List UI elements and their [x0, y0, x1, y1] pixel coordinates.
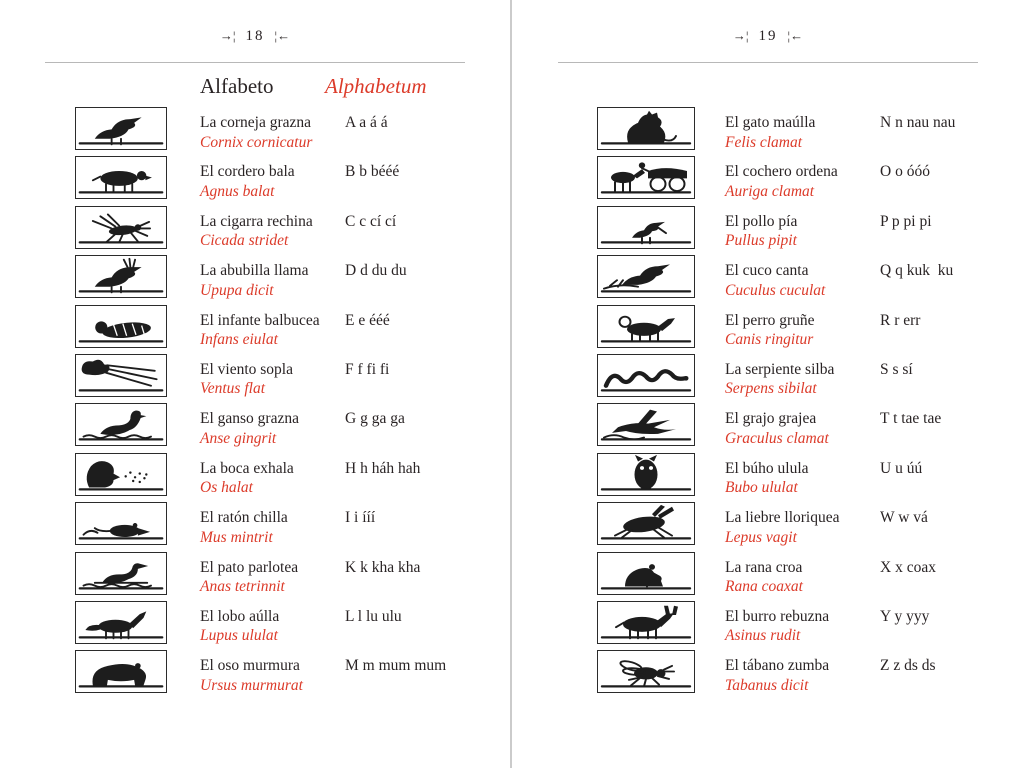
letters-text: C c cí cí: [345, 212, 397, 230]
letters-text: E e ééé: [345, 311, 390, 329]
phrase-text: El cochero ordena: [725, 163, 838, 181]
arrow-ornament-icon: ¦←: [787, 28, 804, 43]
alphabet-row: [45, 106, 465, 155]
alphabet-rows: [45, 106, 465, 699]
letters-text: U u úú: [880, 459, 923, 477]
crow-icon: [75, 107, 167, 150]
alphabet-row: [558, 106, 978, 155]
alphabet-row: [558, 402, 978, 451]
coach-icon: [597, 156, 695, 199]
latin-text: Canis ringitur: [725, 331, 814, 349]
dog-icon: [597, 305, 695, 348]
letters-text: T t tae tae: [880, 410, 942, 428]
phrase-text: El cordero bala: [200, 163, 295, 181]
page-number: 19: [758, 28, 778, 44]
latin-text: Lepus vagit: [725, 528, 797, 546]
latin-text: Asinus rudit: [725, 627, 801, 645]
letters-text: S s sí: [880, 360, 913, 378]
cat-icon: [597, 107, 695, 150]
alphabet-row: [558, 155, 978, 204]
letters-text: P p pi pi: [880, 212, 932, 230]
page-left: [45, 0, 465, 768]
latin-text: Os halat: [200, 479, 253, 497]
phrase-text: La liebre lloriquea: [725, 509, 840, 527]
latin-text: Ventus flat: [200, 380, 266, 398]
phrase-text: La abubilla llama: [200, 262, 309, 280]
alphabet-row: [558, 254, 978, 303]
page-title-latin: Alphabetum: [325, 74, 427, 98]
alphabet-row: [558, 452, 978, 501]
horsefly-icon: [597, 650, 695, 693]
latin-text: Serpens sibilat: [725, 380, 817, 398]
snake-icon: [597, 354, 695, 397]
letters-text: Z z ds ds: [880, 657, 936, 675]
phrase-text: El pollo pía: [725, 212, 798, 230]
jackdaw-icon: [597, 403, 695, 446]
phrase-text: La boca exhala: [200, 459, 294, 477]
phrase-text: La corneja grazna: [200, 114, 312, 131]
latin-text: Auriga clamat: [725, 182, 815, 200]
duck-icon: [75, 552, 167, 595]
donkey-icon: [597, 601, 695, 644]
page-header: [45, 28, 465, 45]
letters-text: G g ga ga: [345, 410, 405, 428]
cicada-icon: [75, 206, 167, 249]
phrase-text: El infante balbucea: [200, 311, 320, 329]
letters-text: O o óóó: [880, 163, 930, 181]
mouse-icon: [75, 502, 167, 545]
latin-text: Rana coaxat: [725, 578, 803, 596]
alphabet-row: [45, 551, 465, 600]
chick-icon: [597, 206, 695, 249]
letters-text: W w vá: [880, 509, 928, 527]
header-rule: [45, 62, 465, 63]
arrow-ornament-icon: →¦: [732, 28, 749, 43]
alphabet-row: [558, 304, 978, 353]
latin-text: Pullus pipit: [725, 232, 797, 250]
alphabet-row: [45, 304, 465, 353]
arrow-ornament-icon: →¦: [219, 28, 236, 43]
page-number: 18: [245, 28, 265, 44]
latin-text: Tabanus dicit: [725, 676, 809, 694]
letters-text: A a á á: [345, 114, 388, 131]
wolf-icon: [75, 601, 167, 644]
letters-text: R r err: [880, 311, 921, 329]
mouth-icon: [75, 453, 167, 496]
page-title-spanish: Alfabeto: [200, 74, 274, 98]
phrase-text: El lobo aúlla: [200, 607, 280, 625]
alphabet-row: [558, 205, 978, 254]
phrase-text: El ganso grazna: [200, 410, 299, 428]
phrase-text: El viento sopla: [200, 360, 293, 378]
page-header: [558, 28, 978, 45]
page-right: [558, 0, 978, 768]
phrase-text: El oso murmura: [200, 657, 300, 675]
goose-icon: [75, 403, 167, 446]
latin-text: Lupus ululat: [200, 627, 278, 645]
phrase-text: El gato maúlla: [725, 114, 816, 131]
latin-text: Felis clamat: [725, 133, 803, 151]
letters-text: D d du du: [345, 262, 407, 280]
letters-text: L l lu ulu: [345, 607, 402, 625]
frog-icon: [597, 552, 695, 595]
alphabet-row: [45, 155, 465, 204]
phrase-text: El búho ulula: [725, 459, 809, 477]
alphabet-row: [45, 501, 465, 550]
phrase-text: El cuco canta: [725, 262, 809, 280]
letters-text: Y y yyy: [880, 607, 930, 625]
arrow-ornament-icon: ¦←: [274, 28, 291, 43]
letters-text: I i ííí: [345, 509, 376, 527]
alphabet-row: [558, 501, 978, 550]
letters-text: M m mum mum: [345, 657, 447, 675]
page-gutter-divider: [510, 0, 512, 768]
letters-text: H h háh hah: [345, 459, 421, 477]
alphabet-row: [45, 353, 465, 402]
latin-text: Anas tetrinnit: [200, 578, 285, 596]
phrase-text: La serpiente silba: [725, 360, 835, 378]
alphabet-row: [558, 551, 978, 600]
latin-text: Cuculus cuculat: [725, 281, 826, 299]
letters-text: Q q kuk ku: [880, 262, 954, 280]
alphabet-row: [45, 452, 465, 501]
letters-text: K k kha kha: [345, 558, 421, 576]
hare-icon: [597, 502, 695, 545]
alphabet-row: [558, 353, 978, 402]
phrase-text: El tábano zumba: [725, 657, 830, 675]
alphabet-row: [558, 600, 978, 649]
cuckoo-icon: [597, 255, 695, 298]
latin-text: Bubo ululat: [725, 479, 798, 497]
alphabet-row: [45, 649, 465, 698]
lamb-icon: [75, 156, 167, 199]
phrase-text: El grajo grajea: [725, 410, 817, 428]
alphabet-row: [45, 402, 465, 451]
latin-text: Mus mintrit: [200, 528, 273, 546]
latin-text: Graculus clamat: [725, 429, 829, 447]
infant-icon: [75, 305, 167, 348]
latin-text: Agnus balat: [200, 182, 275, 200]
alphabet-row: [45, 600, 465, 649]
latin-text: Ursus murmurat: [200, 676, 303, 694]
header-rule: [558, 62, 978, 63]
alphabet-rows: [558, 106, 978, 699]
alphabet-row: [45, 205, 465, 254]
phrase-text: La rana croa: [725, 558, 803, 576]
letters-text: N n nau nau: [880, 114, 956, 131]
latin-text: Upupa dicit: [200, 281, 274, 299]
phrase-text: El ratón chilla: [200, 509, 288, 527]
latin-text: Anse gingrit: [200, 429, 277, 447]
phrase-text: El burro rebuzna: [725, 607, 830, 625]
latin-text: Infans eiulat: [200, 331, 278, 349]
phrase-text: El pato parlotea: [200, 558, 299, 576]
letters-text: F f fi fi: [345, 360, 390, 378]
latin-text: Cicada stridet: [200, 232, 289, 250]
letters-text: X x coax: [880, 558, 936, 576]
owl-icon: [597, 453, 695, 496]
hoopoe-icon: [75, 255, 167, 298]
bear-icon: [75, 650, 167, 693]
latin-text: Cornix cornicatur: [200, 133, 313, 151]
letters-text: B b bééé: [345, 163, 400, 181]
wind-icon: [75, 354, 167, 397]
phrase-text: La cigarra rechina: [200, 212, 313, 230]
alphabet-row: [558, 649, 978, 698]
alphabet-row: [45, 254, 465, 303]
phrase-text: El perro gruñe: [725, 311, 815, 329]
